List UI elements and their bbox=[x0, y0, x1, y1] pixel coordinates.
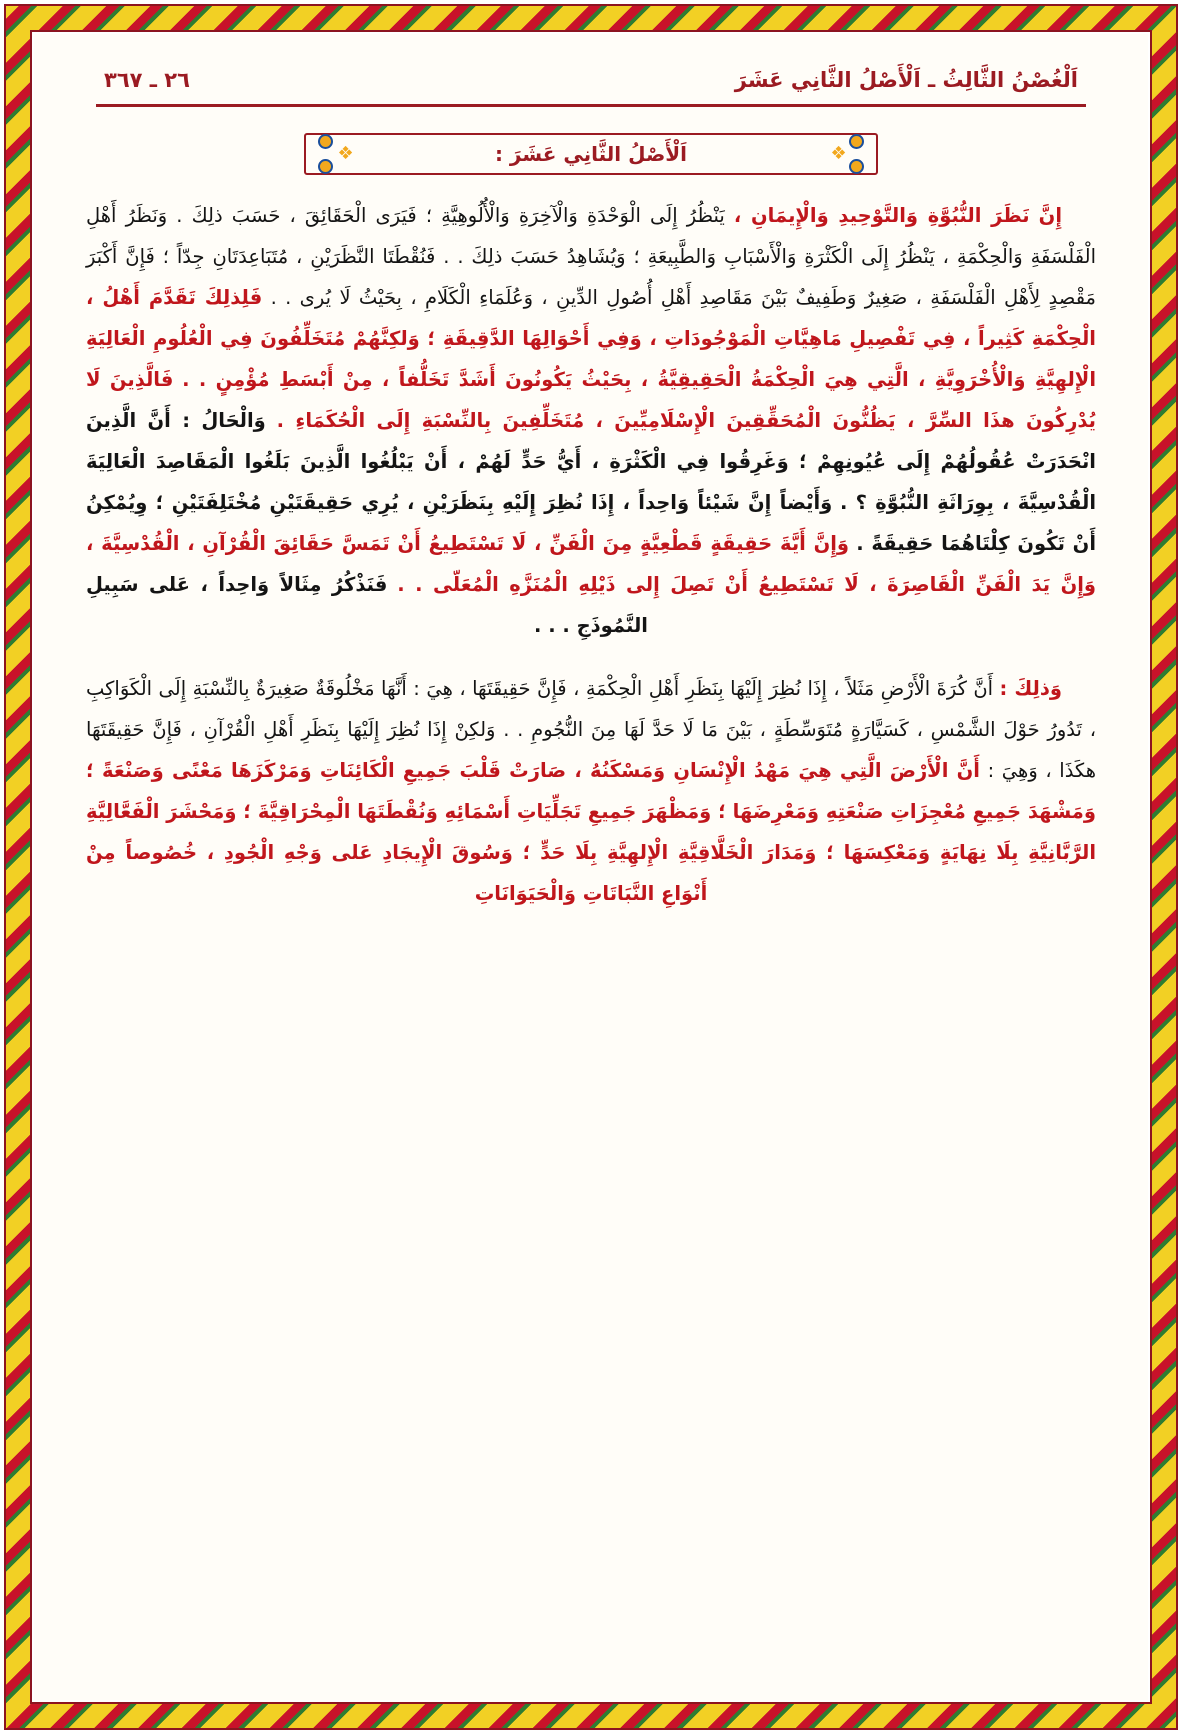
paragraph-1-text-f: وَإِنَّ أَيَّةَ حَقِيقَةٍ قَطْعِيَّةٍ مِنَ الْفَنِّ ، لَا تَسْتَطِيعُ أَنْ تَمَسَّ حَقَائِقَ الْقُرْآنِ ، الْقُدْسِيَّةَ ، وَإِنَّ يَدَ الْفَنِّ الْقَاصِرَةَ ، لَا تَسْتَطِيعُ أَنْ تَصِلَ إِلى ذَيْلِهِ الْمُنَزَّهِ الْمُعَلّى . . bbox=[86, 532, 1097, 596]
phrase-wa-dhalika: وَذلِكَ : bbox=[999, 677, 1063, 700]
paragraph-2-text-b: أَنَّ الْأَرْضَ الَّتِي هِيَ مَهْدُ الْإِنْسَانِ وَمَسْكَنُهُ ، صَارَتْ قَلْبَ جَمِيعِ الْكَائِنَاتِ وَمَرْكَزَهَا مَعْنًى وَصَنْعَةً ؛ وَمَشْهَدَ جَمِيعِ مُعْجِزَاتِ صَنْعَتِهِ وَمَعْرِضَهَا ؛ وَمَظْهَرَ جَمِيعِ تَجَلِّيَاتِ أَسْمَائِهِ وَنُقْطَتَهَا الْمِحْرَاقِيَّةَ ؛ وَمَحْشَرَ الْفَعَّالِيَّةِ الرَّبَّانِيَّةِ بِلَا نِهَايَةٍ وَمَعْكِسَهَا ؛ وَمَدَارَ الْخَلَّاقِيَّةِ الْإِلهِيَّةِ بِلَا حَدٍّ ؛ وَسُوقَ الْإِيجَادِ عَلى وَجْهِ الْجُودِ ، خُصُوصاً مِنْ أَنْوَاعِ النَّبَاتَاتِ وَالْحَيَوَانَاتِ bbox=[86, 759, 1096, 905]
phrase-inna: إِنَّ bbox=[1038, 204, 1062, 227]
body-text bbox=[80, 195, 1102, 914]
phrase-prophecy-unity: نَظَرَ النُّبُوَّةِ وَالتَّوْحِيدِ وَالْإِيمَانِ ، bbox=[733, 204, 1030, 227]
paragraph-1-text-c: فَالَّذِينَ لَا يُدْرِكُونَ هذَا السِّرَّ ، يَظُنُّونَ الْمُحَقِّقِينَ الْإِسْلَامِيِّينَ ، مُتَخَلِّفِينَ بِالنِّسْبَةِ إِلَى الْحُكَمَاءِ . bbox=[86, 368, 1097, 432]
paragraph-1 bbox=[86, 195, 1096, 646]
section-title: اَلْأَصْلُ الثَّانِي عَشَرَ : bbox=[494, 142, 688, 166]
paragraph-2 bbox=[86, 668, 1096, 914]
page-content bbox=[34, 34, 1148, 1700]
ornament-left-icon: ❖ bbox=[310, 133, 362, 175]
cartouche bbox=[304, 133, 878, 175]
ornament-right-icon: ❖ bbox=[820, 133, 872, 175]
header-divider bbox=[96, 104, 1086, 107]
paragraph-1-text-a: يَنْظُرُ إِلَى الْوَحْدَةِ وَالْآخِرَةِ وَالْأُلُوهِيَّةِ ؛ فَيَرَى الْحَقَائِقَ ، حَسَبَ ذلِكَ . وَنَظَرُ أَهْلِ الْفَلْسَفَةِ وَالْحِكْمَةِ ، يَنْظُرُ إِلَى الْكَثْرَةِ وَالْأَسْبَابِ وَالطَّبِيعَةِ ؛ وَيُشَاهِدُ حَسَبَ ذلِكَ . . فَنُقْطَتَا النَّظَرَيْنِ ، مُتَبَاعِدَتَانِ جِدّاً ؛ فَإِنَّ أَكْبَرَ مَقْصِدٍ لِأَهْلِ الْفَلْسَفَةِ ، صَغِيرٌ وَطَفِيفٌ بَيْنَ مَقَاصِدِ أَهْلِ أُصُولِ الدِّينِ ، وَعُلَمَاءِ الْكَلَامِ ، بِحَيْثُ لَا يُرى . . bbox=[86, 204, 1096, 309]
paragraph-1-text-d: وَالْحَالُ : أَنَّ الَّذِينَ انْحَدَرَتْ عُقُولُهُمْ إِلَى عُيُونِهِمْ ؛ وَغَرِقُوا فِي الْكَثْرَةِ ، أَيُّ حَدٍّ لَهُمْ ، أَنْ يَبْلُغُوا الَّذِينَ بَلَغُوا الْمَقَاصِدَ الْعَالِيَةَ الْقُدْسِيَّةَ ، بِوِرَاثَةِ النُّبُوَّةِ ؟ . bbox=[86, 409, 1097, 514]
paragraph-1-text-e: وَأَيْضاً إِنَّ شَيْئاً وَاحِداً ، إِذَا نُظِرَ إِلَيْهِ بِنَظَرَيْنِ ، يُرِي حَقِيقَتَيْنِ مُخْتَلِفَتَيْنِ ؛ وِيُمْكِنُ أَنْ تَكُونَ كِلْتَاهُمَا حَقِيقَةً . bbox=[86, 491, 1097, 555]
page-header bbox=[80, 68, 1102, 92]
paragraph-1-text-g: فَنَذْكُرُ مِثَالاً وَاحِداً ، عَلى سَبِيلِ النَّمُوذَجِ . . . bbox=[86, 573, 648, 637]
section-title-banner bbox=[80, 133, 1102, 175]
paragraph-2-text-a: أَنَّ كُرَةَ الْأَرْضِ مَثَلاً ، إِذَا نُظِرَ إِلَيْهَا بِنَظَرِ أَهْلِ الْحِكْمَةِ ، فَإِنَّ حَقِيقَتَهَا ، هِيَ : أَنَّهَا مَخْلُوقَةٌ صَغِيرَةٌ بِالنِّسْبَةِ إِلَى الْكَوَاكِبِ ، تَدُورُ حَوْلَ الشَّمْسِ ، كَسَيَّارَةٍ مُتَوَسِّطَةٍ ، بَيْنَ مَا لَا حَدَّ لَهَا مِنَ النُّجُومِ . . وَلكِنْ إِذَا نُظِرَ إِلَيْهَا بِنَظَرِ أَهْلِ الْقُرْآنِ ، فَإِنَّ حَقِيقَتَهَا هكَذَا ، وَهِيَ : bbox=[86, 677, 1096, 782]
page-number: ٢٦ ـ ٣٦٧ bbox=[104, 68, 190, 92]
paragraph-spacer bbox=[86, 654, 1096, 668]
header-chapter-title: اَلْغُصْنُ الثَّالِثُ ـ اَلْأَصْلُ الثَّانِي عَشَرَ bbox=[734, 68, 1078, 92]
paragraph-1-text-b: فَلِذلِكَ تَقَدَّمَ أَهْلُ ، الْحِكْمَةِ كَثِيراً ، فِي تَفْصِيلِ مَاهِيَّاتِ الْمَوْجُودَاتِ ، وَفِي أَحْوَالِهَا الدَّقِيقَةِ ؛ وَلكِنَّهُمْ مُتَخَلِّفُونَ فِي الْعُلُومِ الْعَالِيَةِ الْإِلهِيَّةِ وَالْأُخْرَوِيَّةِ ، الَّتِي هِيَ الْحِكْمَةُ الْحَقِيقِيَّةُ ، بِحَيْثُ يَكُونُونَ أَشَدَّ تَخَلُّفاً ، مِنْ أَبْسَطِ مُؤْمِنٍ . . bbox=[86, 286, 1097, 391]
